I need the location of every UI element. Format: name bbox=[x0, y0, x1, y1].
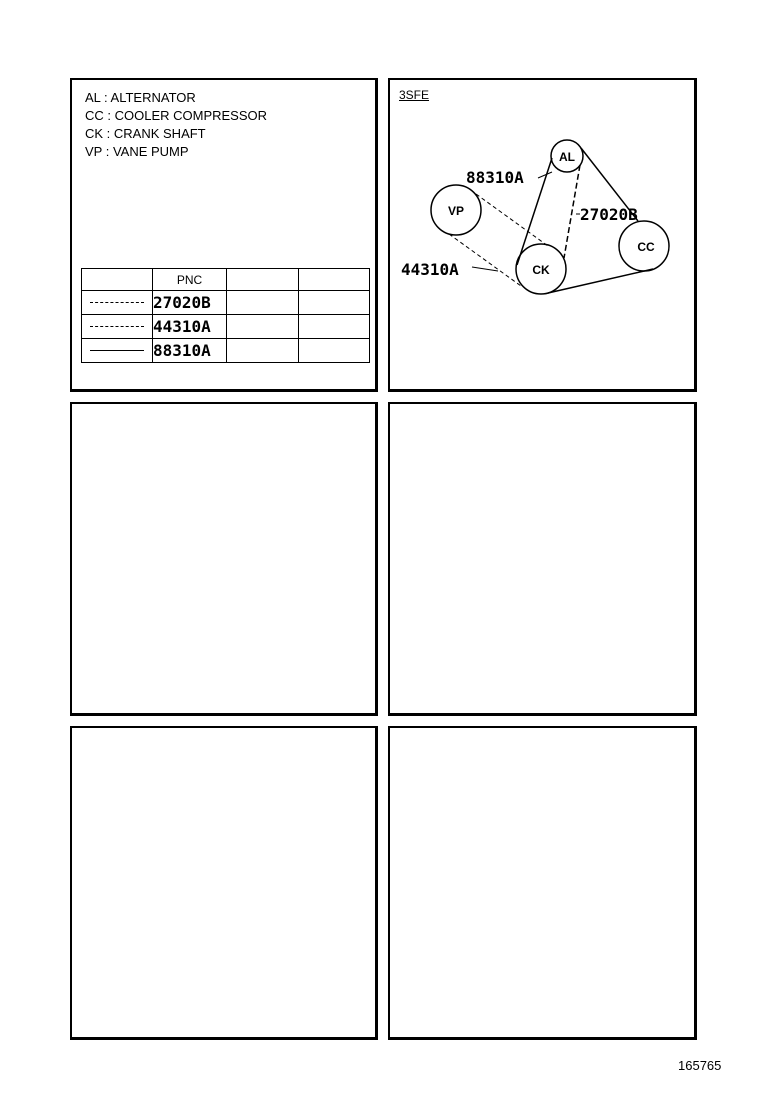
part-label-27020b: 27020B bbox=[580, 205, 638, 224]
pulley-label-vp: VP bbox=[447, 204, 465, 218]
legend-item-cc: CC : COOLER COMPRESSOR bbox=[85, 108, 268, 123]
pnc-table bbox=[81, 268, 370, 363]
dashed-line-sample bbox=[90, 326, 144, 327]
empty-panel bbox=[70, 402, 378, 716]
solid-line-sample bbox=[90, 350, 144, 351]
part-label-44310a: 44310A bbox=[401, 260, 459, 279]
belt-dashdot bbox=[564, 165, 580, 258]
part-label-88310a: 88310A bbox=[466, 168, 524, 187]
table-row bbox=[82, 339, 370, 363]
empty-panel bbox=[388, 402, 697, 716]
pulley-label-al: AL bbox=[559, 150, 575, 164]
pnc-value: 27020B bbox=[153, 291, 227, 315]
pnc-value: 88310A bbox=[153, 339, 227, 363]
table-row bbox=[82, 315, 370, 339]
dash-dot-line-sample bbox=[90, 302, 144, 303]
pnc-header: PNC bbox=[153, 269, 227, 291]
pnc-value: 44310A bbox=[153, 315, 227, 339]
document-number: 165765 bbox=[678, 1058, 722, 1073]
pulley-label-ck: CK bbox=[532, 263, 550, 277]
legend-item-ck: CK : CRANK SHAFT bbox=[85, 126, 206, 141]
abbreviation-legend bbox=[85, 89, 267, 161]
pnc-table-header bbox=[82, 269, 370, 291]
belt-diagram-panel bbox=[388, 78, 697, 392]
legend-item-al: AL : ALTERNATOR bbox=[85, 90, 196, 105]
pulley-label-cc: CC bbox=[637, 240, 655, 254]
legend-item-vp: VP : VANE PUMP bbox=[85, 144, 189, 159]
belt-dashed-lower bbox=[449, 234, 521, 286]
empty-panel bbox=[388, 726, 697, 1040]
legend-panel bbox=[70, 78, 378, 392]
leader-44310a bbox=[472, 267, 498, 271]
table-row bbox=[82, 291, 370, 315]
empty-panel bbox=[70, 726, 378, 1040]
belt-routing-diagram bbox=[390, 80, 696, 391]
engine-code: 3SFE bbox=[399, 88, 430, 102]
